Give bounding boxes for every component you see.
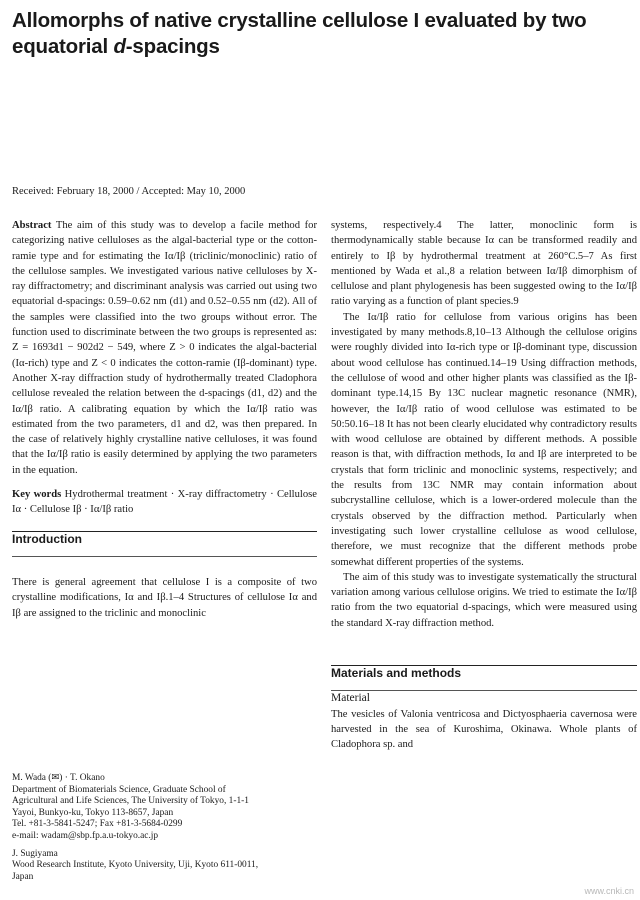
abstract-paragraph xyxy=(12,218,317,478)
keywords-paragraph xyxy=(12,487,317,518)
right-paragraph-2: The Iα/Iβ ratio for cellulose from various origins has been investigated by many methods.8,10–13 Although the cellulose origins were roughly divided into Iα-rich type or Iβ-dominant type, discussion about wood cellulose has continued.14–19 Using diffraction methods, the cellulose of wood and other higher plants was classified as the Iβ-dominant type.14,15 By 13C nuclear magnetic resonance (NMR), however, the Iα/Iβ ratio of wood cellulose was estimated to be 50:50.16–18 It has not been clearly elucidated why contradictory results with wood cellulose are obtained by different methods. A possible reason is that, with diffraction methods, Iα and Iβ are interpreted to be crystals that form triclinic and monoclinic systems, respectively; and the results from 13C NMR may contain information about subcrystalline cellulose, which is a lower-ordered molecule than the crystals observed by the diffraction method. Particularly when investigating such lower crystalline cellulose as wood cellulose, therefore, we must recognize that the different methods probe somewhat different properties of the systems. xyxy=(331,311,637,568)
right-paragraph-1: systems, respectively.4 The latter, monoclinic form is thermodynamically stable because Iα can be transformed readily and entirely to Iβ by hydrothermal treatment at 260°C.5–7 As first mentioned by Wada et al.,8 a relation between Iα/Iβ dimorphism of cellulose and plant phylogenesis has been suggested owing to the Iα/Iβ ratio varying as a function of plant species.9 xyxy=(331,220,637,308)
keywords-text: Hydrothermal treatment · X-ray diffractometry · Cellulose Iα · Cellulose Iβ · Iα/Iβ ratio xyxy=(12,489,317,516)
author-affiliations xyxy=(12,773,317,883)
material-subheading: Material xyxy=(331,692,370,705)
affil-line-5: Tel. +81-3-5841-5247; Fax +81-3-5684-0299 xyxy=(12,819,183,830)
methods-heading: Materials and methods xyxy=(331,666,462,681)
received-accepted-dates: Received: February 18, 2000 / Accepted: May 10, 2000 xyxy=(12,186,246,197)
introduction-heading: Introduction xyxy=(12,531,82,546)
title-line-2-start: equatorial xyxy=(12,35,114,58)
watermark: www.cnki.cn xyxy=(584,886,634,896)
introduction-text: There is general agreement that cellulose I is a composite of two crystalline modifications, Iα and Iβ.1–4 Structures of cellulose Iα and Iβ are assigned to the triclinic and monoclinic xyxy=(12,576,317,619)
title-line-1: Allomorphs of native crystalline cellulose I evaluated by two xyxy=(12,9,587,32)
title-line-2-end: -spacings xyxy=(125,35,220,58)
affil-line-4: Yayoi, Bunkyo-ku, Tokyo 113-8657, Japan xyxy=(12,807,174,818)
affil-line-6: e-mail: wadam@sbp.fp.a.u-tokyo.ac.jp xyxy=(12,830,159,841)
left-column xyxy=(12,218,317,621)
introduction-rule-bottom xyxy=(12,556,317,557)
article-title xyxy=(12,8,612,60)
affil-line-8: Wood Research Institute, Kyoto University, Uji, Kyoto 611-0011, xyxy=(12,860,259,871)
affil-line-9: Japan xyxy=(12,871,34,882)
abstract-label: Abstract xyxy=(12,220,52,231)
right-column xyxy=(331,218,637,753)
right-paragraph-3: The aim of this study was to investigate systematically the structural variation among various cellulose origins. We tried to estimate the Iα/Iβ ratio from the two equatorial d-spacings, which were measured using the standard X-ray diffraction method. xyxy=(331,571,637,629)
keywords-label: Key words xyxy=(12,489,62,501)
affil-line-1: M. Wada (✉) · T. Okano xyxy=(12,773,105,783)
affil-line-2: Department of Biomaterials Science, Graduate School of xyxy=(12,784,226,795)
abstract-text: The aim of this study was to develop a facile method for categorizing native celluloses as the algal-bacterial type or the cotton-ramie type and for estimating the Iα/Iβ (triclinic/monoclinic) ratio of the cellulose samples. We investigated various native celluloses by X-ray diffractometry; and discriminant analysis was carried out using two equatorial d-spacings: 0.59–0.62 nm (d1) and 0.52–0.55 nm (d2). All of the samples were classified into the two groups without error. The function used to discriminate between the two groups is represented as: Z = 1693d1 − 902d2 − 549, where Z > 0 indicates the algal-bacterial (Iα-rich) type and Z < 0 indicates the cotton-ramie (Iβ-dominant) type. Another X-ray diffraction study of hydrothermally treated Cladophora cellulose revealed the relation between the d-spacings (d1, d2) and the Iα/Iβ ratio. A calibrating equation by which the Iα/Iβ ratio was estimated from the two parameters, d1 and d2, was then prepared. In the case of relatively highly crystalline native celluloses, it was found that the Iα/Iβ ratio is easily determined by applying the two parameters in the equation. xyxy=(12,220,317,476)
right-paragraph-4: The vesicles of Valonia ventricosa and Dictyosphaeria cavernosa were harvested in the sea of Kuroshima, Okinawa. Whole plants of Cladophora sp. and xyxy=(331,708,637,751)
affil-line-3: Agricultural and Life Sciences, The University of Tokyo, 1-1-1 xyxy=(12,796,249,807)
affil-line-7: J. Sugiyama xyxy=(12,848,58,859)
title-line-2-italic: d xyxy=(113,35,126,58)
